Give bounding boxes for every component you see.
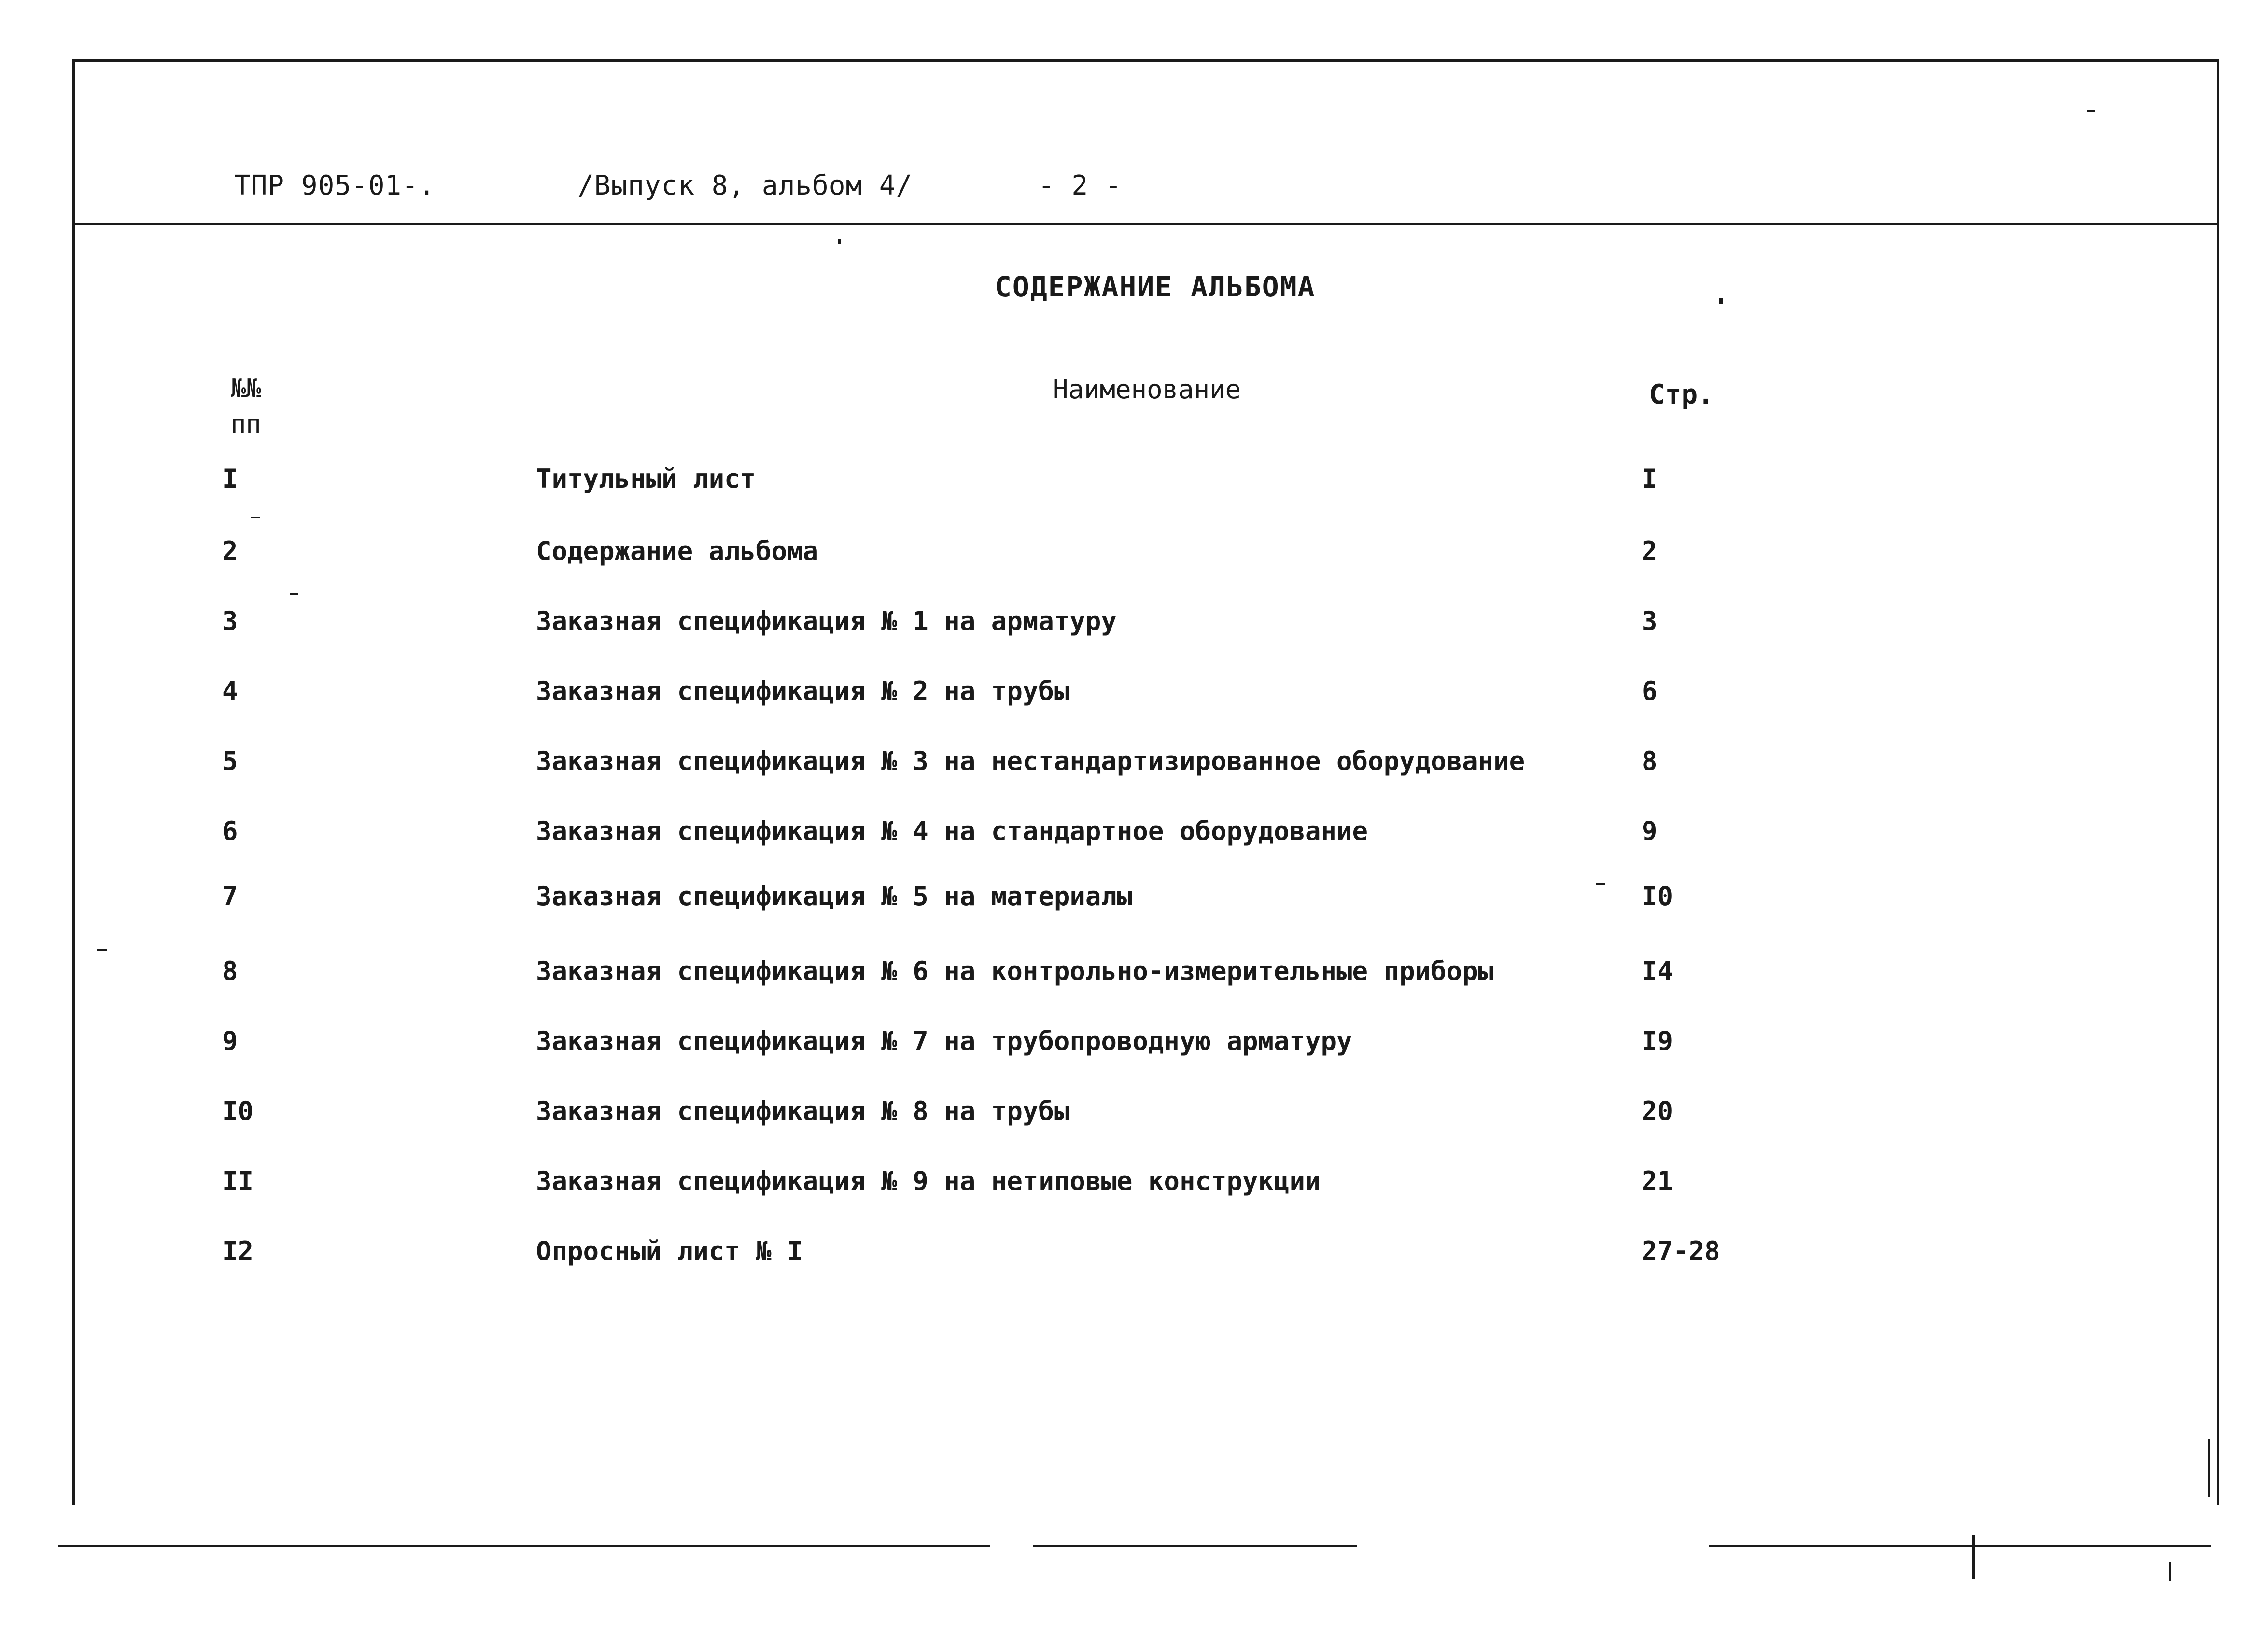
row-number: 6	[222, 816, 238, 846]
page-number: - 2 -	[1038, 170, 1122, 201]
row-page: 2	[1642, 536, 1658, 566]
row-number: 4	[222, 676, 238, 706]
row-page: 9	[1642, 816, 1658, 846]
row-number: I	[222, 463, 238, 494]
row-page: 8	[1642, 746, 1658, 776]
scan-speck	[2208, 1439, 2210, 1497]
row-name: Титульный лист	[536, 463, 756, 494]
row-name: Заказная спецификация № 5 на материалы	[536, 881, 1133, 911]
row-page: I0	[1642, 881, 1673, 911]
table-row	[0, 463, 2264, 502]
scan-speck	[1719, 298, 1723, 304]
row-name: Опросный лист № I	[536, 1236, 803, 1266]
row-name: Заказная спецификация № 3 на нестандартизированное оборудование	[536, 746, 1525, 776]
row-number: 2	[222, 536, 238, 566]
table-row	[0, 1096, 2264, 1134]
scan-speck	[97, 949, 107, 951]
row-page: 27-28	[1642, 1236, 1720, 1266]
row-name: Заказная спецификация № 4 на стандартное оборудование	[536, 816, 1368, 846]
row-number: 5	[222, 746, 238, 776]
row-number: 8	[222, 956, 238, 986]
row-name: Заказная спецификация № 2 на трубы	[536, 676, 1070, 706]
table-row	[0, 536, 2264, 574]
bottom-rule-middle	[1033, 1545, 1357, 1547]
scan-speck	[1972, 1535, 1975, 1579]
row-number: I0	[222, 1096, 254, 1126]
table-row	[0, 956, 2264, 994]
bottom-rule-left	[58, 1545, 990, 1547]
row-name: Заказная спецификация № 7 на трубопроводную арматуру	[536, 1026, 1352, 1056]
table-row	[0, 676, 2264, 714]
row-name: Заказная спецификация № 8 на трубы	[536, 1096, 1070, 1126]
row-name: Содержание альбома	[536, 536, 819, 566]
row-number: 9	[222, 1026, 238, 1056]
row-page: 21	[1642, 1166, 1673, 1196]
column-header-name: Наименование	[1053, 374, 1241, 405]
scan-speck	[838, 239, 841, 244]
document-code: ТПР 905-01-.	[234, 170, 436, 201]
table-row	[0, 881, 2264, 920]
table-row	[0, 1026, 2264, 1064]
row-page: I	[1642, 463, 1658, 494]
row-page: 20	[1642, 1096, 1673, 1126]
page-title: СОДЕРЖАНИЕ АЛЬБОМА	[995, 270, 1316, 303]
row-name: Заказная спецификация № 6 на контрольно-измерительные приборы	[536, 956, 1494, 986]
row-page: 3	[1642, 606, 1658, 636]
column-header-number: №№ пп	[231, 374, 261, 439]
row-number: I2	[222, 1236, 254, 1266]
row-number: 7	[222, 881, 238, 911]
scan-speck	[2169, 1562, 2171, 1581]
table-row	[0, 746, 2264, 784]
row-name: Заказная спецификация № 1 на арматуру	[536, 606, 1117, 636]
scan-speck	[2087, 110, 2095, 112]
scan-speck	[1596, 883, 1605, 885]
table-row	[0, 1236, 2264, 1274]
column-header-page: Стр.	[1649, 379, 1714, 410]
row-page: 6	[1642, 676, 1658, 706]
row-number: II	[222, 1166, 254, 1196]
row-number: 3	[222, 606, 238, 636]
row-page: I9	[1642, 1026, 1673, 1056]
table-row	[0, 606, 2264, 644]
table-row	[0, 816, 2264, 854]
bottom-rule-right	[1709, 1545, 2211, 1547]
issue-album-label: /Выпуск 8, альбом 4/	[577, 170, 913, 201]
scan-speck	[290, 593, 298, 595]
row-page: I4	[1642, 956, 1673, 986]
scan-speck	[251, 517, 260, 518]
table-row	[0, 1166, 2264, 1204]
row-name: Заказная спецификация № 9 на нетиповые конструкции	[536, 1166, 1321, 1196]
